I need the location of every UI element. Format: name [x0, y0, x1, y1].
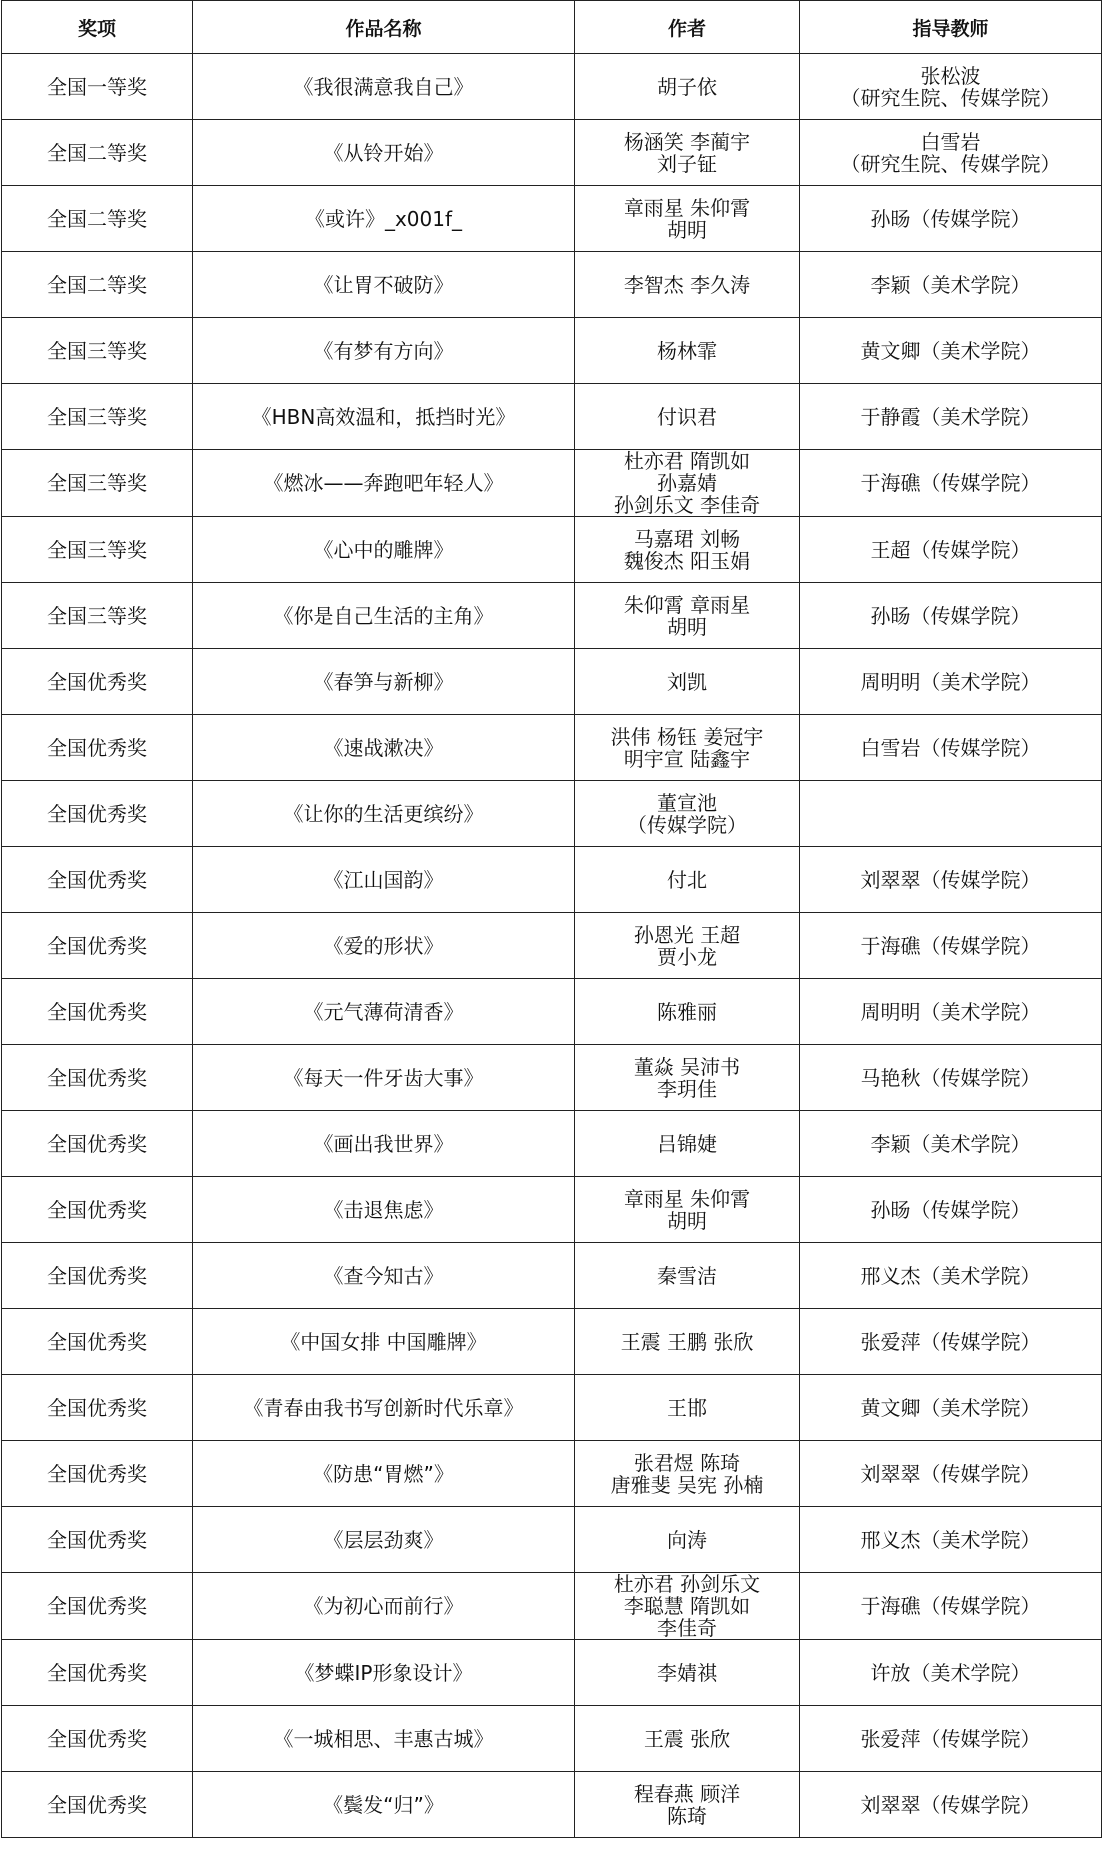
teacher-cell	[800, 649, 1102, 715]
teacher-line: 邢义杰（美术学院）	[860, 1527, 1041, 1552]
authors-cell	[575, 1772, 800, 1838]
award-cell: 全国优秀奖	[2, 1640, 193, 1706]
award-cell: 全国优秀奖	[2, 715, 193, 781]
table-row	[2, 913, 1102, 979]
author-line: 杨涵笑 李蔺宇	[623, 129, 751, 154]
award-cell: 全国优秀奖	[2, 1441, 193, 1507]
teacher-cell	[800, 1706, 1102, 1772]
table-body	[2, 54, 1102, 1838]
award-cell: 全国优秀奖	[2, 913, 193, 979]
teacher-line: 周明明（美术学院）	[860, 999, 1041, 1024]
author-line: 陈雅丽	[657, 999, 717, 1024]
authors-cell	[575, 54, 800, 120]
header-teacher: 指导教师	[800, 1, 1102, 54]
authors-cell	[575, 1111, 800, 1177]
table-row	[2, 781, 1102, 847]
title-cell: 《爱的形状》	[193, 913, 575, 979]
author-line: 杜亦君 隋凯如	[623, 449, 751, 473]
table-row	[2, 715, 1102, 781]
table-row	[2, 1309, 1102, 1375]
award-cell: 全国优秀奖	[2, 1772, 193, 1838]
teacher-line: 于海礁（传媒学院）	[860, 471, 1041, 495]
table-row	[2, 583, 1102, 649]
authors-cell	[575, 979, 800, 1045]
title-cell: 《心中的雕牌》	[193, 517, 575, 583]
teacher-cell	[800, 318, 1102, 384]
table-row	[2, 1507, 1102, 1573]
author-line: 李佳奇	[657, 1616, 717, 1640]
teacher-cell	[800, 1375, 1102, 1441]
award-cell: 全国优秀奖	[2, 1375, 193, 1441]
award-cell: 全国三等奖	[2, 450, 193, 517]
table-row	[2, 1573, 1102, 1640]
table-row	[2, 1772, 1102, 1838]
teacher-line: 白雪岩（传媒学院）	[860, 735, 1041, 760]
author-line: 杜亦君 孙剑乐文	[613, 1572, 761, 1596]
author-line: 杨林霏	[657, 338, 717, 363]
table-row	[2, 847, 1102, 913]
table-row	[2, 979, 1102, 1045]
authors-cell	[575, 1243, 800, 1309]
table-row	[2, 649, 1102, 715]
teacher-cell	[800, 1177, 1102, 1243]
teacher-cell	[800, 1309, 1102, 1375]
teacher-line: 于海礁（传媒学院）	[860, 933, 1041, 958]
authors-cell	[575, 1441, 800, 1507]
author-line: 孙恩光 王超	[633, 922, 741, 947]
teacher-cell	[800, 252, 1102, 318]
teacher-line: 马艳秋（传媒学院）	[860, 1065, 1041, 1090]
award-cell: 全国优秀奖	[2, 847, 193, 913]
author-line: 唐雅斐 吴宪 孙楠	[610, 1472, 764, 1497]
author-line: 明宇宣 陆鑫宇	[623, 746, 751, 771]
author-line: 李玥佳	[657, 1076, 717, 1101]
teacher-cell	[800, 54, 1102, 120]
teacher-cell	[800, 583, 1102, 649]
table-row	[2, 450, 1102, 517]
teacher-cell	[800, 913, 1102, 979]
author-line: 王震 王鹏 张欣	[620, 1329, 754, 1354]
table-row	[2, 1375, 1102, 1441]
title-cell: 《中国女排 中国雕牌》	[193, 1309, 575, 1375]
teacher-line: 黄文卿（美术学院）	[860, 338, 1041, 363]
teacher-cell	[800, 1441, 1102, 1507]
teacher-line: 于静霞（美术学院）	[860, 404, 1041, 429]
author-line: 李聪慧 隋凯如	[623, 1594, 751, 1618]
award-cell: 全国三等奖	[2, 517, 193, 583]
header-award: 奖项	[2, 1, 193, 54]
author-line: 王邯	[667, 1395, 707, 1420]
teacher-cell	[800, 979, 1102, 1045]
header-row	[2, 1, 1102, 54]
teacher-line: 孙旸（传媒学院）	[870, 1197, 1031, 1222]
teacher-line: 孙旸（传媒学院）	[870, 206, 1031, 231]
teacher-cell	[800, 186, 1102, 252]
table-row	[2, 120, 1102, 186]
award-cell: 全国二等奖	[2, 252, 193, 318]
title-cell: 《梦蝶IP形象设计》	[193, 1640, 575, 1706]
table-row	[2, 186, 1102, 252]
teacher-cell	[800, 384, 1102, 450]
awards-table	[1, 0, 1102, 1838]
title-cell: 《元气薄荷清香》	[193, 979, 575, 1045]
title-cell: 《层层劲爽》	[193, 1507, 575, 1573]
author-line: 付识君	[657, 404, 717, 429]
authors-cell	[575, 1177, 800, 1243]
award-cell: 全国优秀奖	[2, 1111, 193, 1177]
author-line: 胡明	[667, 1208, 707, 1233]
author-line: 贾小龙	[657, 944, 717, 969]
award-cell: 全国优秀奖	[2, 1243, 193, 1309]
teacher-line: 白雪岩	[920, 129, 981, 154]
author-line: 孙嘉婧	[657, 471, 717, 495]
authors-cell	[575, 517, 800, 583]
authors-cell	[575, 1045, 800, 1111]
teacher-line: （研究生院、传媒学院）	[840, 151, 1061, 176]
award-cell: 全国优秀奖	[2, 649, 193, 715]
table-header	[2, 1, 1102, 54]
teacher-cell	[800, 1772, 1102, 1838]
author-line: （传媒学院）	[627, 812, 747, 837]
title-cell: 《有梦有方向》	[193, 318, 575, 384]
title-cell: 《你是自己生活的主角》	[193, 583, 575, 649]
authors-cell	[575, 913, 800, 979]
title-cell: 《从铃开始》	[193, 120, 575, 186]
header-title: 作品名称	[193, 1, 575, 54]
authors-cell	[575, 583, 800, 649]
table-row	[2, 1045, 1102, 1111]
teacher-cell	[800, 715, 1102, 781]
teacher-cell	[800, 1045, 1102, 1111]
table-row	[2, 384, 1102, 450]
teacher-cell	[800, 847, 1102, 913]
teacher-line: 李颖（美术学院）	[870, 1131, 1031, 1156]
title-cell: 《我很满意我自己》	[193, 54, 575, 120]
teacher-cell	[800, 517, 1102, 583]
author-line: 刘子钲	[657, 151, 717, 176]
author-line: 张君煜 陈琦	[633, 1450, 741, 1475]
authors-cell	[575, 384, 800, 450]
teacher-line: 邢义杰（美术学院）	[860, 1263, 1041, 1288]
title-cell: 《速战漱决》	[193, 715, 575, 781]
title-cell: 《青春由我书写创新时代乐章》	[193, 1375, 575, 1441]
author-line: 胡明	[667, 614, 707, 639]
authors-cell	[575, 847, 800, 913]
table-row	[2, 1640, 1102, 1706]
author-line: 李婧祺	[657, 1660, 717, 1685]
authors-cell	[575, 781, 800, 847]
teacher-line: 黄文卿（美术学院）	[860, 1395, 1041, 1420]
authors-cell	[575, 1640, 800, 1706]
author-line: 李智杰 李久涛	[623, 272, 751, 297]
title-cell: 《为初心而前行》	[193, 1573, 575, 1640]
author-line: 胡子依	[657, 74, 717, 99]
table-row	[2, 517, 1102, 583]
table-row	[2, 1177, 1102, 1243]
author-line: 章雨星 朱仰霄	[623, 195, 751, 220]
title-cell: 《让胃不破防》	[193, 252, 575, 318]
authors-cell	[575, 1573, 800, 1640]
authors-cell	[575, 450, 800, 517]
award-cell: 全国三等奖	[2, 583, 193, 649]
table-row	[2, 54, 1102, 120]
table-row	[2, 1111, 1102, 1177]
author-line: 付北	[667, 867, 707, 892]
award-cell: 全国优秀奖	[2, 979, 193, 1045]
award-cell: 全国二等奖	[2, 120, 193, 186]
teacher-cell	[800, 1507, 1102, 1573]
title-cell: 《燃冰——奔跑吧年轻人》	[193, 450, 575, 517]
award-cell: 全国优秀奖	[2, 1309, 193, 1375]
title-cell: 《击退焦虑》	[193, 1177, 575, 1243]
authors-cell	[575, 1309, 800, 1375]
title-cell: 《一城相思、丰惠古城》	[193, 1706, 575, 1772]
award-cell: 全国三等奖	[2, 384, 193, 450]
authors-cell	[575, 252, 800, 318]
title-cell: 《春笋与新柳》	[193, 649, 575, 715]
teacher-line: 张爱萍（传媒学院）	[860, 1329, 1041, 1354]
title-cell: 《江山国韵》	[193, 847, 575, 913]
award-cell: 全国优秀奖	[2, 1507, 193, 1573]
teacher-cell	[800, 1243, 1102, 1309]
authors-cell	[575, 318, 800, 384]
teacher-line: （研究生院、传媒学院）	[840, 85, 1061, 110]
teacher-line: 李颖（美术学院）	[870, 272, 1031, 297]
authors-cell	[575, 120, 800, 186]
teacher-line: 王超（传媒学院）	[870, 537, 1031, 562]
author-line: 向涛	[667, 1527, 707, 1552]
title-cell: 《HBN高效温和，抵挡时光》	[193, 384, 575, 450]
teacher-cell	[800, 781, 1102, 847]
award-cell: 全国优秀奖	[2, 1573, 193, 1640]
teacher-line: 张松波	[920, 63, 981, 88]
award-cell: 全国三等奖	[2, 318, 193, 384]
table-row	[2, 252, 1102, 318]
teacher-line: 孙旸（传媒学院）	[870, 603, 1031, 628]
title-cell: 《鬓发“归”》	[193, 1772, 575, 1838]
teacher-line: 刘翠翠（传媒学院）	[860, 1792, 1041, 1817]
table-row	[2, 1706, 1102, 1772]
authors-cell	[575, 715, 800, 781]
author-line: 吕锦婕	[657, 1131, 717, 1156]
author-line: 洪伟 杨钰 姜冠宇	[610, 724, 764, 749]
teacher-cell	[800, 1640, 1102, 1706]
author-line: 陈琦	[667, 1803, 707, 1828]
award-cell: 全国一等奖	[2, 54, 193, 120]
award-cell: 全国优秀奖	[2, 781, 193, 847]
authors-cell	[575, 649, 800, 715]
teacher-cell	[800, 120, 1102, 186]
author-line: 刘凯	[667, 669, 707, 694]
teacher-cell	[800, 450, 1102, 517]
author-line: 朱仰霄 章雨星	[623, 592, 751, 617]
teacher-line: 周明明（美术学院）	[860, 669, 1041, 694]
teacher-line: 于海礁（传媒学院）	[860, 1594, 1041, 1618]
author-line: 孙剑乐文 李佳奇	[613, 493, 761, 517]
author-line: 王震 张欣	[643, 1726, 731, 1751]
author-line: 马嘉珺 刘畅	[633, 526, 741, 551]
author-line: 董焱 吴沛书	[633, 1054, 741, 1079]
title-cell: 《查今知古》	[193, 1243, 575, 1309]
award-cell: 全国优秀奖	[2, 1045, 193, 1111]
table-row	[2, 318, 1102, 384]
authors-cell	[575, 186, 800, 252]
author-line: 胡明	[667, 217, 707, 242]
award-cell: 全国优秀奖	[2, 1706, 193, 1772]
title-cell: 《防患“胃燃”》	[193, 1441, 575, 1507]
header-authors: 作者	[575, 1, 800, 54]
award-cell: 全国优秀奖	[2, 1177, 193, 1243]
award-cell: 全国二等奖	[2, 186, 193, 252]
teacher-line: 许放（美术学院）	[870, 1660, 1031, 1685]
author-line: 魏俊杰 阳玉娟	[623, 548, 751, 573]
author-line: 程春燕 顾洋	[633, 1781, 741, 1806]
author-line: 董宣池	[657, 790, 717, 815]
title-cell: 《或许》_x001f_	[193, 186, 575, 252]
authors-cell	[575, 1507, 800, 1573]
authors-cell	[575, 1375, 800, 1441]
title-cell: 《画出我世界》	[193, 1111, 575, 1177]
teacher-line: 刘翠翠（传媒学院）	[860, 867, 1041, 892]
title-cell: 《每天一件牙齿大事》	[193, 1045, 575, 1111]
author-line: 秦雪洁	[657, 1263, 717, 1288]
teacher-line: 刘翠翠（传媒学院）	[860, 1461, 1041, 1486]
teacher-line: 张爱萍（传媒学院）	[860, 1726, 1041, 1751]
authors-cell	[575, 1706, 800, 1772]
teacher-cell	[800, 1573, 1102, 1640]
author-line: 章雨星 朱仰霄	[623, 1186, 751, 1211]
table-row	[2, 1441, 1102, 1507]
title-cell: 《让你的生活更缤纷》	[193, 781, 575, 847]
table-row	[2, 1243, 1102, 1309]
teacher-cell	[800, 1111, 1102, 1177]
